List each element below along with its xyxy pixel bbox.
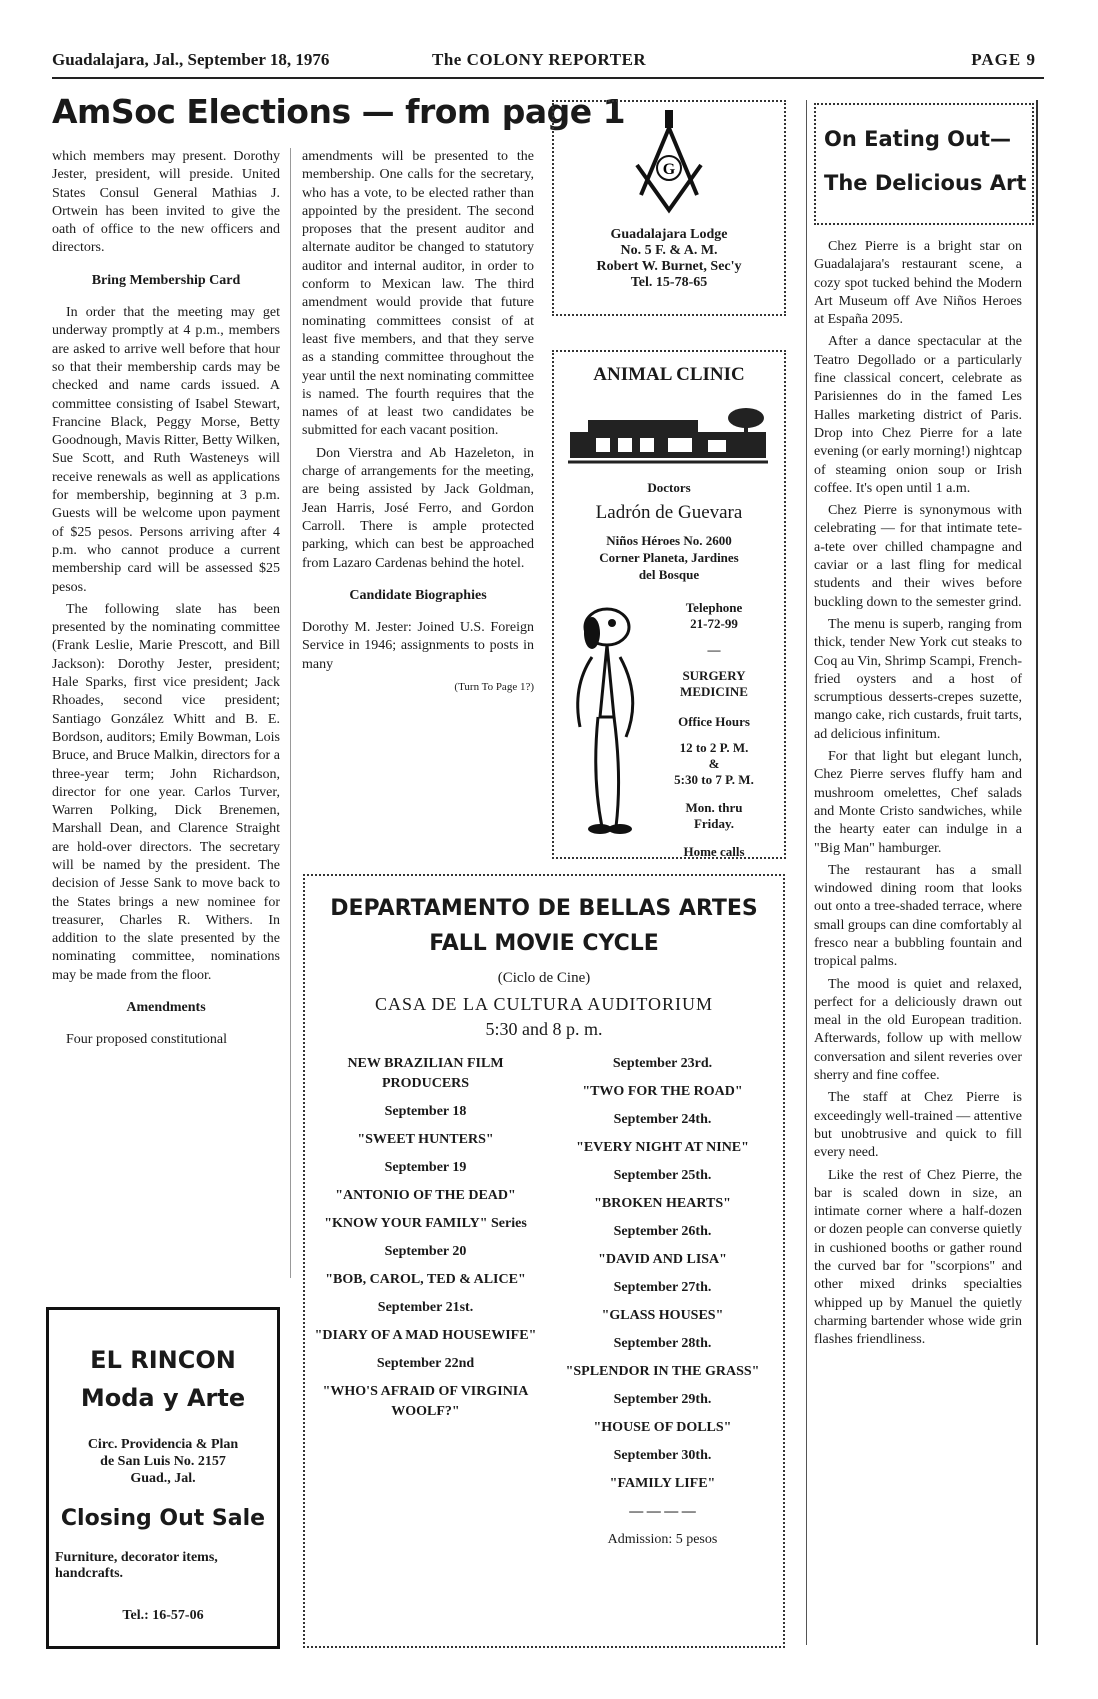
- movie-entry: "EVERY NIGHT AT NINE": [576, 1140, 749, 1155]
- movie-entry: "SWEET HUNTERS": [357, 1132, 494, 1147]
- subhead: Candidate Biographies: [349, 587, 487, 603]
- movie-entry: September 25th.: [613, 1168, 712, 1183]
- movie-entry: September 26th.: [613, 1224, 712, 1239]
- movie-entry: "HOUSE OF DOLLS": [593, 1420, 732, 1435]
- movie-entry: September 22nd: [376, 1356, 475, 1371]
- paragraph: The following slate has been presented by the nominating committee (Frank Leslie, Marie Prescott, and Bill Jackson): Dorothy Jester, president; Hale Sparks, first vice president; Jack Rhoades, second vice president; Santiago González Whitt and B. E. Bordson, auditors; Emily Bowman, Lois Bruce, and Bruce Malkin, directors for a three-year term; John Richardson, director for one year. Carlos Turver, Warren Polking, Dick Brenemen, Marshall Dean, and Clarence Straight are hold-over directors. The secretary will be named by the president. The decision of Jesse Sank to move back to the States brings a new nominee for treasurer, Charles R. Withers. In addition to the slate presented by the nominating committee, nominations may be made from the floor.: [52, 601, 280, 983]
- movie-entry: NEW BRAZILIAN FILM PRODUCERS: [347, 1056, 504, 1091]
- bellas-artes-ad: [303, 874, 785, 1648]
- lodge-secretary: Robert W. Burnet, Sec'y: [596, 259, 742, 274]
- subhead: Amendments: [126, 1000, 206, 1016]
- paragraph: Like the rest of Chez Pierre, the bar is scaled down in size, an intimate corner where a half-dozen or dozen people can converse quietly in cushioned booths or gather round the curved bar for "scorpions" and other mixed drinks specialties whipped up by Manuel the quietly charming bartender whose wide grin flashes friendliness.: [814, 1167, 1022, 1348]
- column-divider: [290, 148, 291, 1278]
- eating-out-title-box: [814, 103, 1034, 225]
- rincon-address-line: de San Luis No. 2157: [100, 1454, 226, 1469]
- paragraph: The restaurant has a small windowed dining room that looks out onto a tree-shaded terrace, where small groups can dine comfortably al fresco near a bubbling fountain and tropical palms.: [814, 862, 1022, 970]
- clinic-address: [554, 532, 784, 583]
- lodge-text: [554, 227, 784, 291]
- paragraph: Don Vierstra and Ab Hazeleton, in charge of arrangements for the meeting, are being assisted by Jack Goldman, Jean Harris, José Ferro, and Gordon Carroll. There is ample protected parking, which can best be approached from Lazaro Cardenas behind the hotel.: [302, 445, 534, 571]
- paragraph: Dorothy M. Jester: Joined U.S. Foreign Service in 1946; assignments to posts in many: [302, 620, 534, 672]
- lodge-ad: [552, 100, 786, 316]
- clinic-divider: —: [707, 642, 721, 657]
- column-divider: [1036, 100, 1038, 1645]
- lodge-phone: Tel. 15-78-65: [630, 275, 708, 290]
- movie-entry: "GLASS HOUSES": [601, 1308, 724, 1323]
- masthead-rule: [52, 77, 1044, 79]
- clinic-hours: 5:30 to 7 P. M.: [674, 772, 754, 787]
- eating-title: On Eating Out—: [824, 127, 1012, 151]
- rincon-address-line: Guad., Jal.: [130, 1471, 196, 1486]
- clinic-hours-amp: &: [708, 756, 720, 771]
- movie-entry: "ANTONIO OF THE DEAD": [335, 1188, 516, 1203]
- rincon-items: Furniture, decorator items, handcrafts.: [55, 1550, 218, 1581]
- masthead-title: The COLONY REPORTER: [432, 50, 647, 69]
- clinic-address-line: Niños Héroes No. 2600: [606, 533, 732, 548]
- clinic-service: MEDICINE: [680, 684, 748, 699]
- animal-clinic-ad: [552, 350, 786, 859]
- lodge-name: Guadalajara Lodge: [610, 227, 728, 242]
- movie-list-left: [313, 1054, 538, 1430]
- admission: Admission: 5 pesos: [607, 1532, 718, 1547]
- bellas-subtitle: FALL MOVIE CYCLE: [429, 931, 659, 956]
- movie-entry: September 30th.: [613, 1448, 712, 1463]
- movie-entry: "DAVID AND LISA": [598, 1252, 727, 1267]
- clinic-days: Friday.: [693, 816, 735, 831]
- movie-divider: — — — —: [629, 1504, 696, 1519]
- movie-entry: "DIARY OF A MAD HOUSEWIFE": [314, 1328, 537, 1343]
- bellas-spanish: (Ciclo de Cine): [497, 970, 591, 986]
- paragraph: After a dance spectacular at the Teatro Degollado or a particularly fine classical concert, celebrate as Parisiennes do in the famed Les Halles marketing district of Paris. Drop into Chez Pierre for a late evening (or early morning!) nightcap of steaming onion soup or Irish coffee. It's open until 1 a.m.: [814, 334, 1022, 496]
- masthead: [52, 50, 1044, 76]
- eating-out-column: [814, 238, 1022, 1354]
- rincon-address-line: Circ. Providencia & Plan: [87, 1437, 239, 1452]
- rincon-subtitle: Moda y Arte: [80, 1384, 246, 1412]
- compass-square-icon: [629, 110, 709, 220]
- eating-subtitle: The Delicious Art: [824, 171, 1027, 195]
- dog-doctor-icon: [562, 597, 652, 837]
- clinic-phone-label: Telephone: [685, 600, 743, 615]
- movie-entry: September 23rd.: [612, 1056, 713, 1071]
- clinic-home-calls: Home calls: [683, 844, 745, 859]
- movie-entry: "KNOW YOUR FAMILY" Series: [324, 1216, 527, 1231]
- movie-entry: "WHO'S AFRAID OF VIRGINIA WOOLF?": [322, 1384, 529, 1419]
- movie-entry: "TWO FOR THE ROAD": [582, 1084, 743, 1099]
- el-rincon-ad: [46, 1307, 280, 1649]
- movie-entry: September 18: [384, 1104, 467, 1119]
- masthead-page: PAGE 9: [971, 50, 1036, 69]
- paragraph: which members may present. Dorothy Jester, president, will preside. United States Consul General Mathias J. Ortwein has been invited to give the oath of office to the new officers and directors.: [52, 149, 280, 256]
- bellas-title: DEPARTAMENTO DE BELLAS ARTES: [330, 896, 758, 921]
- movie-entry: "BROKEN HEARTS": [594, 1196, 731, 1211]
- clinic-hours-label: Office Hours: [678, 714, 750, 729]
- clinic-doctors: Doctors: [647, 480, 691, 495]
- article-headline: AmSoc Elections — from page 1: [52, 92, 626, 131]
- clinic-name: Ladrón de Guevara: [595, 502, 743, 523]
- movie-entry: "BOB, CAROL, TED & ALICE": [325, 1272, 526, 1287]
- movie-entry: September 28th.: [613, 1336, 712, 1351]
- article-column-1: [52, 148, 280, 1054]
- subhead: Bring Membership Card: [91, 272, 241, 288]
- paragraph: Chez Pierre is synonymous with celebrating — for that intimate tete-a-tete over chilled champagne and caviar or a last fling for medical students and their wives before buckling down to the semester grind.: [814, 503, 1022, 610]
- movie-entry: September 24th.: [613, 1112, 712, 1127]
- clinic-service: SURGERY: [682, 668, 746, 683]
- movie-list-right: [550, 1054, 775, 1558]
- paragraph: Chez Pierre is a bright star on Guadalajara's restaurant scene, a cozy spot tucked behind the Modern Art Museum off Ave Niños Heroes at España 2095.: [814, 239, 1022, 328]
- movie-entry: "FAMILY LIFE": [609, 1476, 716, 1491]
- movie-entry: September 21st.: [377, 1300, 474, 1315]
- clinic-hours: 12 to 2 P. M.: [679, 740, 749, 755]
- paragraph: amendments will be presented to the membership. One calls for the secretary, who has a vote, to be elected rather than appointed by the president. The second proposes that the present auditor and alternate auditor be changed to statutory auditor and internal auditor, in order to conform to Mexican law. The third amendment would provide that future nominating committees consist of at least five members, and that they serve as a standing committee throughout the year until the next nominating committee is named. The fourth requires that the names of at least two candidates be submitted for each vacant position.: [302, 149, 534, 439]
- paragraph: Four proposed constitutional: [66, 1032, 227, 1048]
- clinic-phone: 21-72-99: [690, 616, 738, 631]
- clinic-address-line: Corner Planeta, Jardines: [599, 550, 739, 565]
- movie-entry: September 20: [384, 1244, 467, 1259]
- paragraph: In order that the meeting may get underway promptly at 4 p.m., members are asked to arrive well before that hour so that their membership cards may be checked and name cards issued. A committee consisting of Isabel Stewart, Francine Black, Peggy Morse, Betty Goodnough, Mavis Ritter, Betty Wilken, Sue Scott, and Ruth Wasteneys will receive renewals as well as applications for membership, beginning at 3 p.m. Guests will be welcome upon payment of $25 pesos. Persons arriving after 4 p.m. who cannot produce a current membership card will be assessed $25 pesos.: [52, 305, 280, 595]
- clinic-days: Mon. thru: [685, 800, 743, 815]
- paragraph: The menu is superb, ranging from thick, tender New York cut steaks to Coq au Vin, Shrimp Scampi, French-fried oysters and a host of scrumptious desserts-crepes suzette, mango cake, rich custards, fruit tarts, ad delicious infinitum.: [814, 616, 1022, 742]
- bellas-venue: CASA DE LA CULTURA AUDITORIUM: [374, 994, 714, 1014]
- clinic-address-line: del Bosque: [638, 567, 700, 582]
- paragraph: The mood is quiet and relaxed, perfect for a deliciously drawn out meal in the old European tradition. Afterwards, follow up with mellow conversation and silent reveries over sherry and fine coffee.: [814, 976, 1022, 1084]
- masthead-dateline: Guadalajara, Jal., September 18, 1976: [52, 50, 330, 69]
- rincon-title: EL RINCON: [90, 1346, 236, 1374]
- column-divider: [806, 100, 807, 1645]
- lodge-number: No. 5 F. & A. M.: [620, 243, 718, 258]
- svg-text:G: G: [662, 161, 676, 178]
- rincon-sale: Closing Out Sale: [60, 1506, 266, 1531]
- paragraph: For that light but elegant lunch, Chez Pierre serves fluffy ham and mushroom omelettes, Chef salads and Monte Cristo sandwiches, while the hearty eater can indulge in a "Big Man" hamburger.: [814, 749, 1022, 856]
- movie-entry: September 27th.: [613, 1280, 712, 1295]
- rincon-address: [49, 1436, 277, 1487]
- clinic-info: [646, 600, 782, 860]
- bellas-time: 5:30 and 8 p. m.: [485, 1019, 603, 1039]
- article-column-2: [302, 148, 534, 700]
- clinic-building-icon: [568, 402, 768, 470]
- movie-entry: September 19: [384, 1160, 467, 1175]
- rincon-phone: Tel.: 16-57-06: [122, 1608, 204, 1623]
- movie-entry: September 29th.: [613, 1392, 712, 1407]
- movie-entry: "SPLENDOR IN THE GRASS": [565, 1364, 760, 1379]
- paragraph: The staff at Chez Pierre is exceedingly well-trained — attentive but unobtrusive and quick to fill every need.: [814, 1090, 1022, 1161]
- clinic-title: ANIMAL CLINIC: [593, 364, 745, 385]
- jump-line: (Turn To Page 1?): [454, 681, 534, 694]
